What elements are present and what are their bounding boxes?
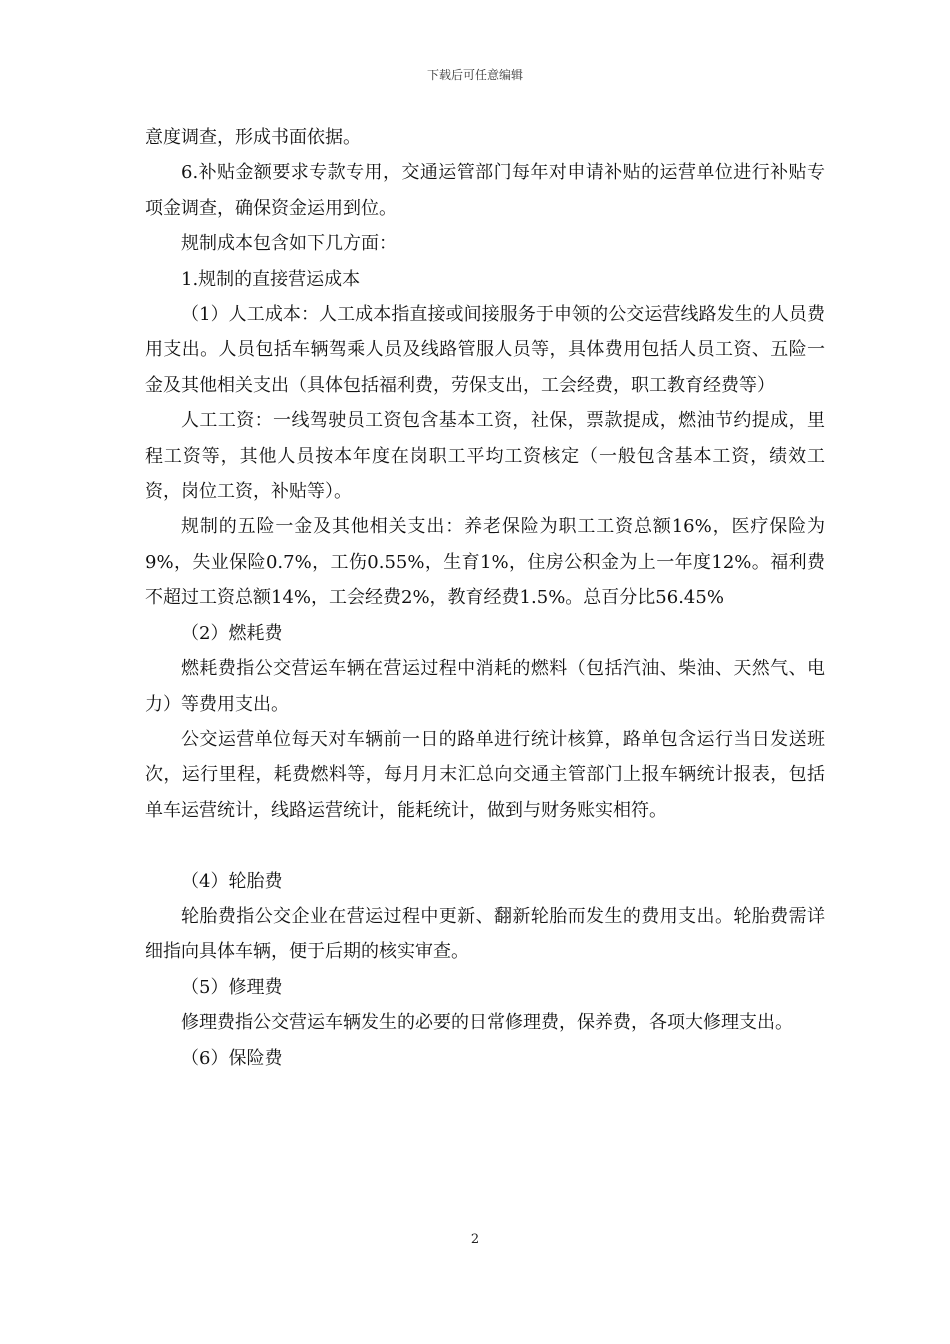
subsection-heading: （6）保险费 (181, 1047, 283, 1069)
paragraph: 公交运营单位每天对车辆前一日的路单进行统计核算，路单包含运行当日发送班次，运行里程，耗费燃料等，每月月末汇总向交通主管部门上报车辆统计报表，包括单车运营统计，线路运营统计，能耗统计，做到与财务账实相符。 (145, 728, 825, 821)
subsection-heading: （2）燃耗费 (181, 622, 283, 644)
paragraph: 意度调查，形成书面依据。 (145, 127, 361, 148)
paragraph: 规制成本包含如下几方面： (181, 233, 397, 255)
subsection-heading: （4）轮胎费 (181, 870, 283, 892)
page-number: 2 (470, 1232, 480, 1247)
section-heading: 1.规制的直接营运成本 (181, 268, 361, 290)
paragraph: 燃耗费指公交营运车辆在营运过程中消耗的燃料（包括汽油、柴油、天然气、电力）等费用支出。 (145, 658, 825, 715)
paragraph: 人工工资：一线驾驶员工资包含基本工资，社保，票款提成，燃油节约提成，里程工资等，其他人员按本年度在岗职工平均工资核定（一般包含基本工资，绩效工资，岗位工资，补贴等）。 (145, 410, 825, 503)
page-header: 下载后可任意编辑 (426, 68, 523, 82)
paragraph: 规制的五险一金及其他相关支出：养老保险为职工工资总额16%，医疗保险为9%，失业保险0.7%，工伤0.55%，生育1%，住房公积金为上一年度12%。福利费不超过工资总额14%，工会经费2%，教育经费1.5%。总百分比56.45% (145, 516, 825, 609)
paragraph: 轮胎费指公交企业在营运过程中更新、翻新轮胎而发生的费用支出。轮胎费需详细指向具体车辆，便于后期的核实审查。 (145, 905, 825, 963)
paragraph: （1）人工成本：人工成本指直接或间接服务于申领的公交运营线路发生的人员费用支出。人员包括车辆驾乘人员及线路管服人员等，具体费用包括人员工资、五险一金及其他相关支出（具体包括福利费，劳保支出，工会经费，职工教育经费等） (145, 304, 825, 396)
paragraph: 修理费指公交营运车辆发生的必要的日常修理费，保养费，各项大修理支出。 (181, 1012, 793, 1034)
document-body (145, 120, 825, 1076)
subsection-heading: （5）修理费 (181, 976, 283, 998)
paragraph: 6.补贴金额要求专款专用，交通运管部门每年对申请补贴的运营单位进行补贴专项金调查，确保资金运用到位。 (145, 162, 825, 219)
blank-line (145, 828, 825, 863)
